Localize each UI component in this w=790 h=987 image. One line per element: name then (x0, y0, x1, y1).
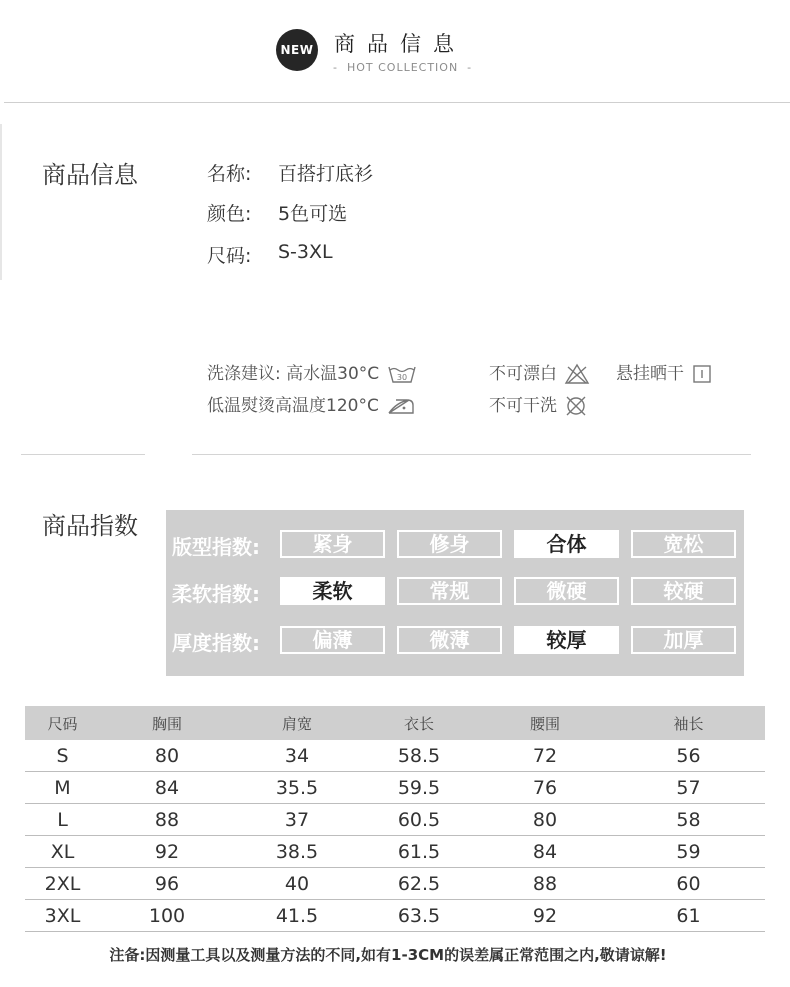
table-row (25, 804, 765, 836)
cell: 58.5 (360, 740, 478, 772)
index-option-softness-2: 常规 (397, 577, 502, 605)
index-option-thickness-1: 偏薄 (280, 626, 385, 654)
index-option-thickness-2: 微薄 (397, 626, 502, 654)
cell: 60 (612, 868, 765, 900)
header-divider (4, 102, 790, 103)
cell: 61 (612, 900, 765, 932)
header-waist: 腰围 (478, 706, 612, 740)
index-option-fit-2: 修身 (397, 530, 502, 558)
cell: 72 (478, 740, 612, 772)
wash-tub-icon (387, 363, 417, 385)
index-label-thickness: 厚度指数: (172, 631, 260, 655)
cell: 60.5 (360, 804, 478, 836)
care-wash-text: 洗涤建议: 高水温30°C (207, 364, 380, 384)
cell: 37 (234, 804, 360, 836)
index-label-softness: 柔软指数: (172, 582, 260, 606)
table-row (25, 868, 765, 900)
table-row (25, 900, 765, 932)
cell: 2XL (25, 868, 100, 900)
index-label-fit: 版型指数: (172, 535, 260, 559)
measurement-note: 注备:因测量工具以及测量方法的不同,如有1-3CM的误差属正常范围之内,敬请谅解! (109, 946, 667, 964)
header-subtitle: - HOT COLLECTION - (333, 61, 473, 74)
info-value-name: 百搭打底衫 (278, 163, 374, 185)
cell: 38.5 (234, 836, 360, 868)
header-shoulder: 肩宽 (234, 706, 360, 740)
cell: 100 (100, 900, 234, 932)
cell: 84 (100, 772, 234, 804)
care-hang-dry-text: 悬挂晒干 (616, 364, 684, 384)
index-option-fit-4: 宽松 (631, 530, 736, 558)
cell: 76 (478, 772, 612, 804)
index-option-fit-3-selected: 合体 (514, 530, 619, 558)
info-value-size: S-3XL (278, 241, 333, 263)
cell: 58 (612, 804, 765, 836)
header-sleeve: 袖长 (612, 706, 765, 740)
cell: 41.5 (234, 900, 360, 932)
cell: 34 (234, 740, 360, 772)
size-table-header (25, 706, 765, 740)
index-option-softness-3: 微硬 (514, 577, 619, 605)
cell: 88 (478, 868, 612, 900)
care-hang-dry (616, 359, 713, 385)
info-heading: 商品信息 (42, 161, 138, 189)
cell: 57 (612, 772, 765, 804)
care-no-bleach-text: 不可漂白 (489, 364, 557, 384)
iron-icon (386, 396, 416, 416)
cell: 80 (100, 740, 234, 772)
info-label-name: 名称: (207, 163, 252, 185)
care-wash (207, 359, 417, 385)
care-no-dryclean (489, 391, 588, 417)
cell: 61.5 (360, 836, 478, 868)
index-option-fit-1: 紧身 (280, 530, 385, 558)
no-dryclean-icon (564, 395, 588, 417)
header-length: 衣长 (360, 706, 478, 740)
cell: 3XL (25, 900, 100, 932)
cell: 35.5 (234, 772, 360, 804)
cell: 40 (234, 868, 360, 900)
care-iron-text: 低温熨烫高温度120°C (207, 396, 379, 416)
section-divider-right (192, 454, 751, 455)
no-bleach-icon (564, 363, 590, 385)
cell: M (25, 772, 100, 804)
cell: 63.5 (360, 900, 478, 932)
svg-text:30: 30 (396, 373, 407, 382)
cell: L (25, 804, 100, 836)
info-label-color: 颜色: (207, 203, 252, 225)
header-size: 尺码 (25, 706, 100, 740)
index-option-softness-1-selected: 柔软 (280, 577, 385, 605)
new-badge: NEW (276, 29, 318, 71)
side-accent-bar (0, 124, 2, 280)
cell: 88 (100, 804, 234, 836)
info-value-color: 5色可选 (278, 203, 348, 225)
table-row (25, 772, 765, 804)
cell: 92 (478, 900, 612, 932)
hang-dry-icon (691, 363, 713, 385)
table-row (25, 836, 765, 868)
cell: 84 (478, 836, 612, 868)
index-option-thickness-4: 加厚 (631, 626, 736, 654)
cell: 59.5 (360, 772, 478, 804)
index-option-thickness-3-selected: 较厚 (514, 626, 619, 654)
cell: 92 (100, 836, 234, 868)
cell: 80 (478, 804, 612, 836)
table-row (25, 740, 765, 772)
info-label-size: 尺码: (207, 245, 252, 267)
care-no-bleach (489, 359, 590, 385)
header-chest: 胸围 (100, 706, 234, 740)
cell: S (25, 740, 100, 772)
cell: 56 (612, 740, 765, 772)
care-no-dryclean-text: 不可干洗 (489, 396, 557, 416)
cell: XL (25, 836, 100, 868)
care-iron (207, 391, 416, 416)
size-table (25, 706, 765, 932)
index-heading: 商品指数 (42, 512, 138, 540)
header-title: 商品信息 (334, 32, 466, 56)
cell: 62.5 (360, 868, 478, 900)
cell: 59 (612, 836, 765, 868)
section-divider-left (21, 454, 145, 455)
index-option-softness-4: 较硬 (631, 577, 736, 605)
cell: 96 (100, 868, 234, 900)
